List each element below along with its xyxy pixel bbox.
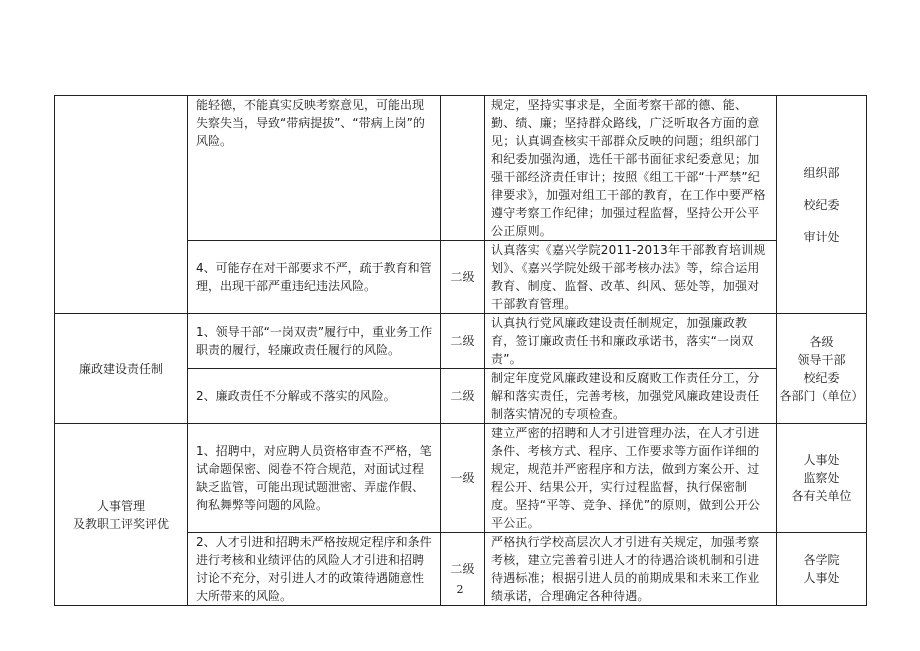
dept-line: 各学院 bbox=[803, 553, 840, 567]
risk-level: 二级 bbox=[441, 369, 485, 424]
risk-description: 2、人才引进和招聘未严格按规定程序和条件进行考核和业绩评估的风险人才引进和招聘讨论不充分，对引进人才的政策待遇随意性大所带来的风险。 bbox=[188, 533, 441, 606]
risk-description: 2、廉政责任不分解或不落实的风险。 bbox=[188, 369, 441, 424]
dept-line: 人事处 bbox=[803, 571, 840, 585]
area-line: 及教职工评奖评优 bbox=[72, 516, 169, 531]
control-measure: 建立严密的招聘和人才引进管理办法，在人才引进条件、考核方式、程序、工作要求等方面作详细的规定，规范并严密程序和方法，做到方案公开、过程公开、结果公开，实行过程监督，执行保密制度。坚持“平等、竞争、择优”的原则，做到公开公平公正。 bbox=[485, 424, 777, 533]
table-row bbox=[55, 96, 867, 241]
risk-control-table bbox=[54, 95, 867, 606]
risk-description: 4、可能存在对干部要求不严，疏于教育和管理，出现干部严重违纪违法风险。 bbox=[188, 241, 441, 314]
control-measure: 制定年度党风廉政建设和反腐败工作责任分工，分解和落实责任，完善考核，加强党风廉政建设责任制落实情况的专项检查。 bbox=[485, 369, 777, 424]
dept-line: 校纪委 bbox=[803, 370, 840, 385]
responsible-dept bbox=[777, 314, 867, 424]
responsible-dept bbox=[777, 96, 867, 314]
risk-description: 能轻德，不能真实反映考察意见，可能出现失察失当，导致“带病提拔”、“带病上岗”的风险。 bbox=[188, 96, 441, 241]
responsible-dept bbox=[777, 424, 867, 533]
area-cell: 廉政建设责任制 bbox=[55, 314, 188, 424]
page-number: 2 bbox=[456, 583, 464, 596]
dept-line: 组织部 bbox=[803, 165, 840, 180]
dept-line: 监察处 bbox=[803, 471, 840, 485]
dept-line: 人事处 bbox=[803, 453, 840, 467]
dept-line: 校纪委 bbox=[803, 197, 840, 212]
area-line: 人事管理 bbox=[96, 498, 145, 513]
risk-description: 1、招聘中，对应聘人员资格审查不严格，笔试命题保密、阅卷不符合规范，对面试过程缺乏监管，可能出现试题泄密、弄虚作假、徇私舞弊等问题的风险。 bbox=[188, 424, 441, 533]
dept-line: 各有关单位 bbox=[791, 489, 852, 503]
dept-line: 领导干部 bbox=[797, 352, 846, 367]
control-measure: 认真执行党风廉政建设责任制规定，加强廉政教育，签订廉政责任书和廉政承诺书，落实“一岗双责”。 bbox=[485, 314, 777, 369]
risk-description: 1、领导干部“一岗双责”履行中，重业务工作职责的履行，轻廉政责任履行的风险。 bbox=[188, 314, 441, 369]
area-cell bbox=[55, 96, 188, 314]
risk-level: 一级 bbox=[441, 424, 485, 533]
control-measure: 认真落实《嘉兴学院2011-2013年干部教育培训规划》、《嘉兴学院处级干部考核办法》等，综合运用教育、制度、监督、改革、纠风、惩处等，加强对干部教育管理。 bbox=[485, 241, 777, 314]
table-row bbox=[55, 314, 867, 369]
risk-level: 二级 bbox=[441, 314, 485, 369]
control-measure: 规定，坚持实事求是，全面考察干部的德、能、勤、绩、廉；坚持群众路线，广泛听取各方面的意见；认真调查核实干部群众反映的问题；组织部门和纪委加强沟通，选任干部书面征求纪委意见；加强干部经济责任审计；按照《组工干部“十严禁”纪律要求》，加强对组工干部的教育，在工作中要严格遵守考察工作纪律；加强过程监督，坚持公开公平公正原则。 bbox=[485, 96, 777, 241]
dept-line: 各部门（单位） bbox=[779, 388, 864, 403]
dept-line: 审计处 bbox=[803, 229, 840, 244]
risk-level bbox=[441, 96, 485, 241]
dept-line: 各级 bbox=[809, 334, 834, 349]
table-row bbox=[55, 424, 867, 533]
control-measure: 严格执行学校高层次人才引进有关规定，加强考察考核，建立完善着引进人才的待遇洽谈机制和引进待遇标准；根据引进人员的前期成果和未来工作业绩承诺，合理确定各种待遇。 bbox=[485, 533, 777, 606]
risk-level: 二级 bbox=[441, 241, 485, 314]
risk-level: 二级 bbox=[441, 533, 485, 606]
area-cell bbox=[55, 424, 188, 606]
